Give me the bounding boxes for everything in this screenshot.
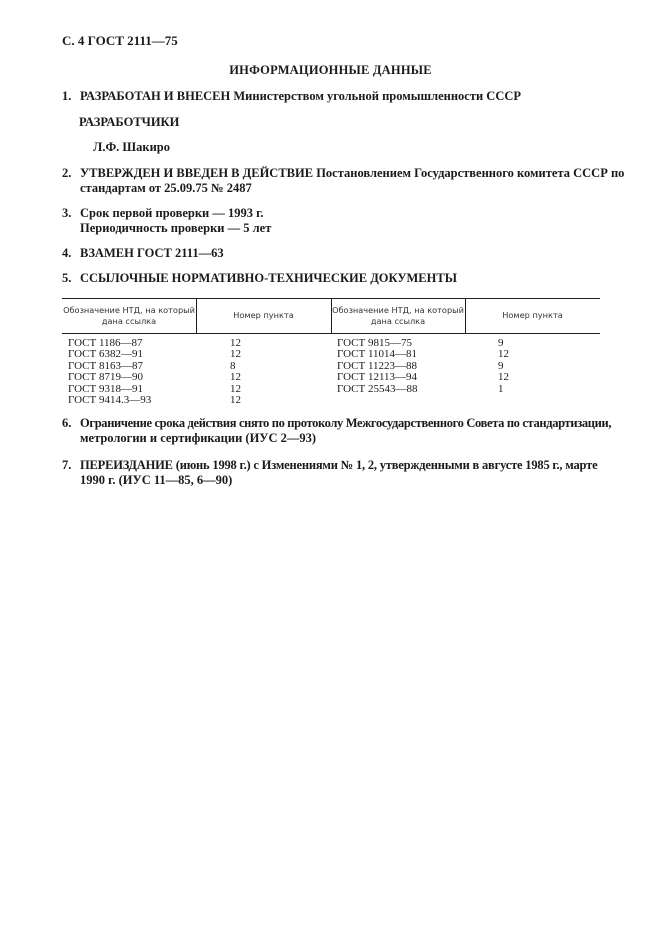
table-cell: 12: [498, 348, 509, 361]
table-cell: 12: [230, 337, 241, 349]
item-6-line2: метрологии и сертификации (ИУС 2—93): [80, 431, 317, 445]
table-header-num-right: Номер пункта: [502, 310, 563, 320]
item-5: [62, 271, 562, 286]
table-cell: ГОСТ 11223—88: [337, 359, 418, 372]
item-2-number: 2.: [62, 166, 72, 180]
table-cell: 9: [498, 359, 504, 372]
developers-label: РАЗРАБОТЧИКИ: [79, 115, 180, 129]
table-cell: 8: [230, 359, 236, 372]
item-1-number: 1.: [62, 89, 72, 103]
item-1-body: [80, 89, 521, 104]
item-6: [62, 416, 622, 446]
item-4: [62, 246, 362, 261]
item-3: [62, 206, 362, 236]
item-5-number: 5.: [62, 271, 72, 285]
table-header-doc-right: Обозначение НТД, на который дана ссылка: [332, 304, 464, 326]
left-num-column: [230, 338, 241, 406]
table-cell: 12: [230, 382, 241, 395]
table-cell: 9: [498, 337, 504, 349]
item-6-line1: Ограничение срока действия снято по протоколу Межгосударственного Совета по стандартизации,: [80, 416, 612, 430]
left-doc-column: [68, 338, 151, 406]
table-cell: ГОСТ 25543—88: [337, 382, 418, 395]
item-2-text: Постановлением Государственного комитета СССР по: [313, 166, 625, 180]
table-cell: 12: [230, 393, 241, 406]
item-7-line2: 1990 г. (ИУС 11—85, 6—90): [80, 473, 233, 487]
item-3-line1: Срок первой проверки — 1993 г.: [80, 206, 264, 220]
item-7-lead: ПЕРЕИЗДАНИЕ: [80, 458, 173, 472]
item-7-text: (июнь 1998 г.) с Изменениями № 1, 2, утвержденными в августе 1985 г., марте: [172, 458, 598, 472]
table-cell: ГОСТ 12113—94: [337, 371, 418, 384]
page-header: С. 4 ГОСТ 2111—75: [62, 33, 178, 48]
item-4-text: ВЗАМЕН ГОСТ 2111—63: [80, 246, 224, 260]
table-cell: 12: [230, 348, 241, 361]
developers-name: Л.Ф. Шакиро: [93, 140, 171, 154]
table-cell: ГОСТ 8719—90: [68, 371, 143, 384]
item-2-body: [80, 166, 624, 181]
right-num-column: [498, 338, 509, 395]
item-2: [62, 166, 625, 196]
table-header-num-left: Номер пункта: [233, 310, 294, 320]
table-cell: ГОСТ 9318—91: [68, 382, 143, 395]
table-cell: ГОСТ 9815—75: [337, 337, 412, 349]
table-header-rule: [62, 333, 600, 334]
item-2-line2: стандартам от 25.09.75 № 2487: [80, 181, 252, 195]
item-1-text: Министерством угольной промышленности СССР: [230, 89, 522, 103]
item-2-lead: УТВЕРЖДЕН И ВВЕДЕН В ДЕЙСТВИЕ: [80, 166, 314, 180]
table-cell: ГОСТ 11014—81: [337, 348, 418, 361]
item-1: [62, 89, 622, 104]
table-cell: ГОСТ 1186—87: [68, 337, 143, 349]
item-3-line2: Периодичность проверки — 5 лет: [80, 221, 272, 235]
page-title: ИНФОРМАЦИОННЫЕ ДАННЫЕ: [229, 63, 432, 77]
right-doc-column: [337, 338, 417, 395]
table-cell: 12: [230, 371, 241, 384]
item-7: [62, 458, 622, 488]
table-cell: ГОСТ 8163—87: [68, 359, 143, 372]
item-5-text: ССЫЛОЧНЫЕ НОРМАТИВНО-ТЕХНИЧЕСКИЕ ДОКУМЕНТЫ: [80, 271, 457, 285]
item-7-body: [80, 458, 597, 473]
table-cell: 1: [498, 382, 504, 395]
table-cell: ГОСТ 9414.3—93: [68, 393, 152, 406]
table-cell: ГОСТ 6382—91: [68, 348, 143, 361]
item-3-number: 3.: [62, 206, 72, 220]
table-cell: 12: [498, 371, 509, 384]
item-6-number: 6.: [62, 416, 72, 430]
item-4-number: 4.: [62, 246, 72, 260]
item-1-lead: РАЗРАБОТАН И ВНЕСЕН: [80, 89, 231, 103]
table-header-doc-left: Обозначение НТД, на который дана ссылка: [63, 304, 195, 326]
item-7-number: 7.: [62, 458, 72, 472]
